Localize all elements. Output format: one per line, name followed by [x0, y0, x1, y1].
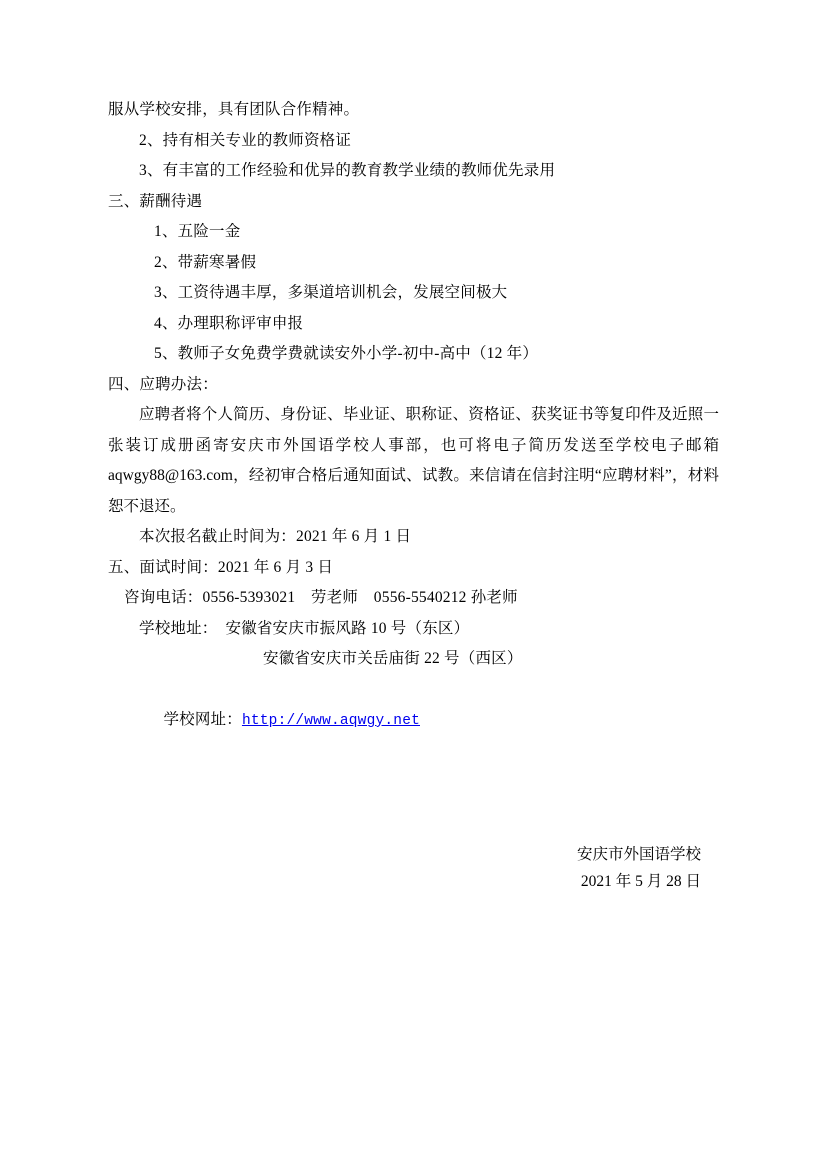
- text-line: 2、带薪寒暑假: [154, 253, 257, 271]
- signature-date: 2021 年 5 月 28 日: [580, 873, 701, 890]
- contact-phone-line: 咨询电话：0556-5393021 劳老师 0556-5540212 孙老师: [124, 589, 518, 606]
- signature-organization: 安庆市外国语学校: [576, 846, 701, 863]
- text-line: 服从学校安排，具有团队合作精神。: [108, 101, 360, 118]
- deadline-line: 本次报名截止时间为：2021 年 6 月 1 日: [139, 528, 412, 545]
- document-body: [108, 95, 719, 895]
- address-line-east: 学校地址： 安徽省安庆市振风路 10 号（东区）: [139, 619, 470, 637]
- text-line: 3、有丰富的工作经验和优异的教育教学业绩的教师优先录用: [139, 162, 556, 179]
- text-line: 1、五险一金: [154, 223, 241, 240]
- signature-block: [108, 841, 719, 895]
- text-line: 4、办理职称评审申报: [154, 314, 304, 332]
- school-website-link[interactable]: http://www.aqwgy.net: [241, 713, 420, 729]
- website-line: [108, 675, 719, 768]
- text-line: 3、工资待遇丰厚，多渠道培训机会，发展空间极大: [154, 284, 508, 301]
- text-line: 2、持有相关专业的教师资格证: [139, 131, 352, 149]
- section-heading-compensation: 三、薪酬待遇: [108, 192, 203, 210]
- text-line: 5、教师子女免费学费就读安外小学-初中-高中（12 年）: [154, 345, 539, 362]
- section-heading-interview: 五、面试时间：2021 年 6 月 3 日: [108, 558, 334, 576]
- section-heading-application: 四、应聘办法：: [108, 375, 218, 393]
- application-paragraph: 应聘者将个人简历、身份证、毕业证、职称证、资格证、获奖证书等复印件及近照一张装订成册函寄安庆市外国语学校人事部，也可将电子简历发送至学校电子邮箱 aqwgy88@163.com，经初审合格后通知面试、试教。来信请在信封注明“应聘材料”，材料恕不退还。: [108, 406, 719, 515]
- website-label: 学校网址：: [163, 711, 242, 728]
- address-line-west: 安徽省安庆市关岳庙街 22 号（西区）: [263, 650, 523, 667]
